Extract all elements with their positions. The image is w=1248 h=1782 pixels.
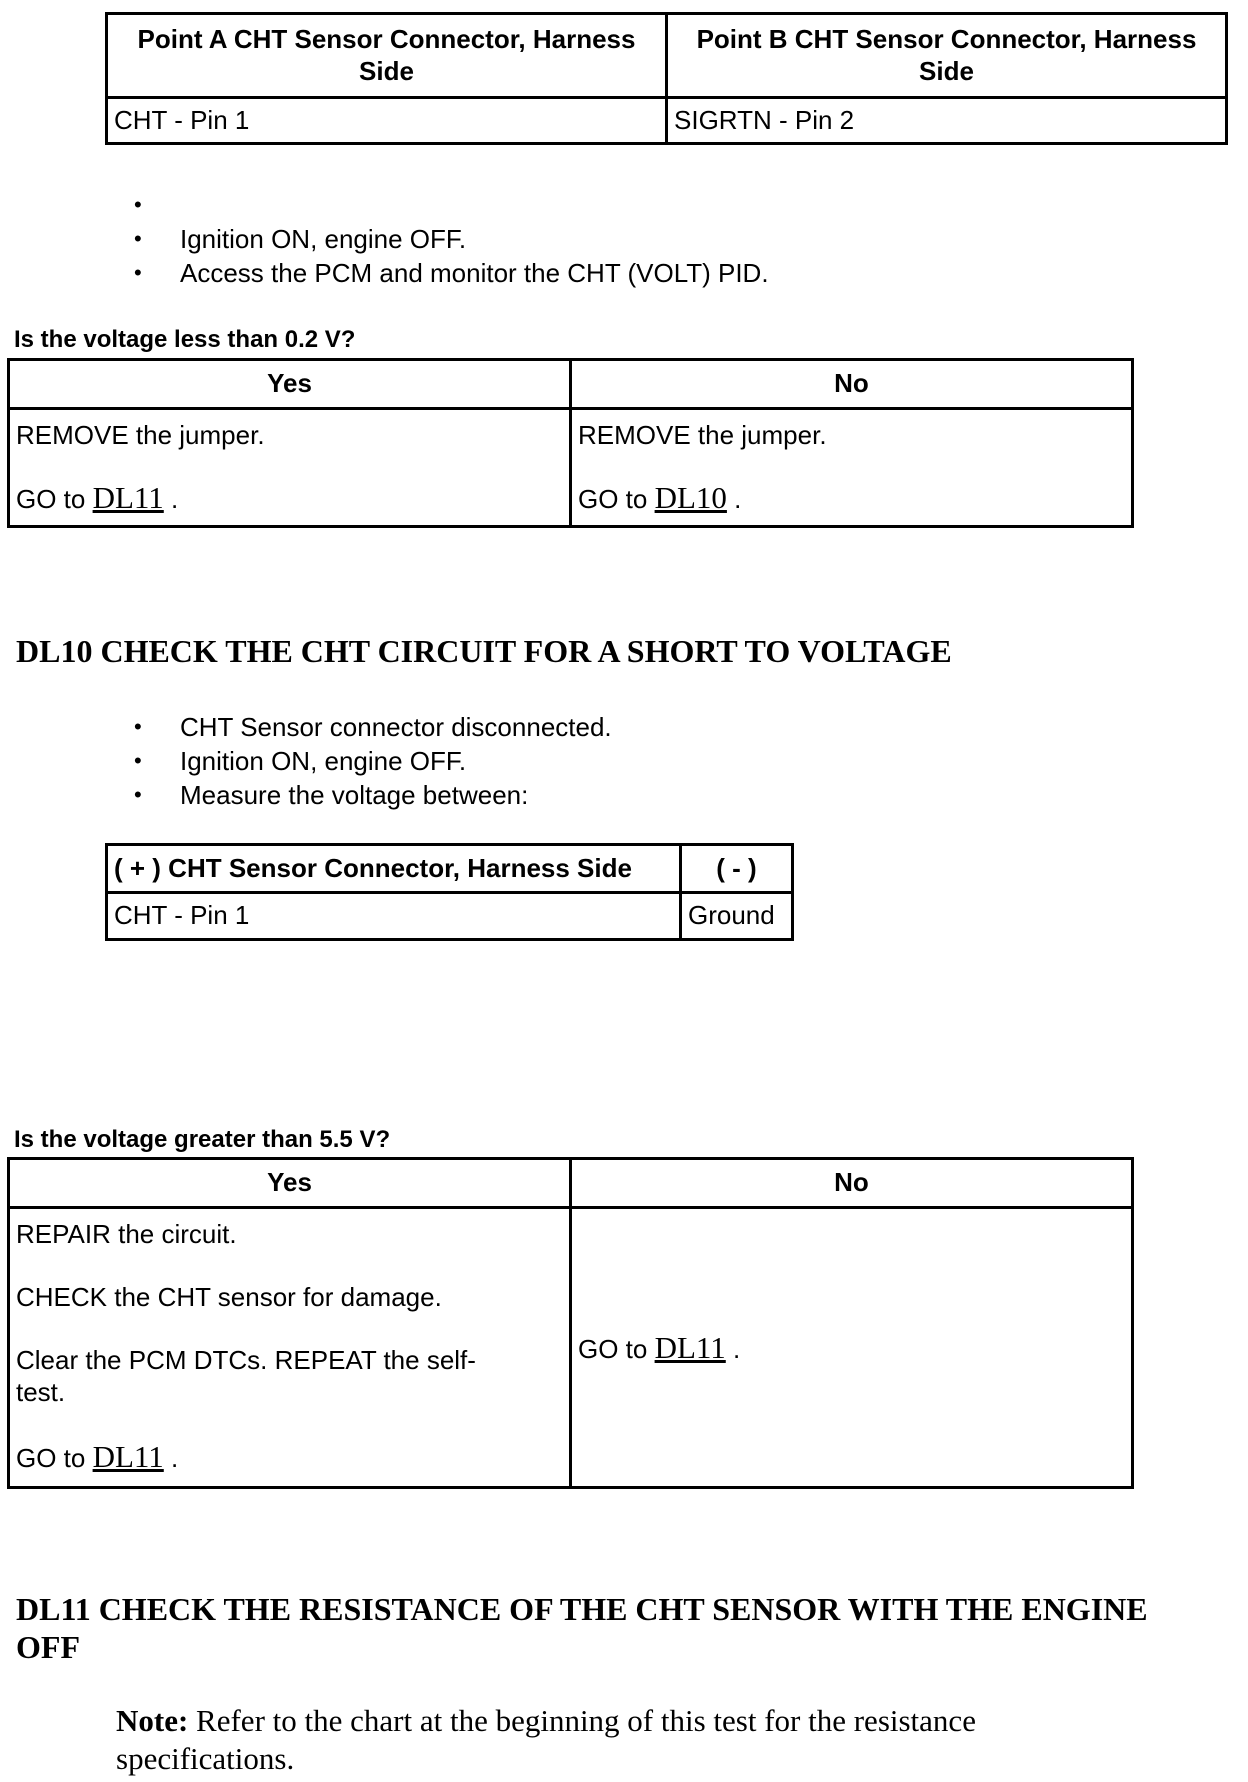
table1-cell-b: SIGRTN - Pin 2 <box>667 98 1227 144</box>
list-item: • CHT Sensor connector disconnected. <box>112 710 1012 744</box>
yes-header: Yes <box>9 1159 571 1208</box>
no-header: No <box>571 360 1133 409</box>
list-item: • Ignition ON, engine OFF. <box>112 744 1012 778</box>
no-header: No <box>571 1159 1133 1208</box>
table1-header-b: Point B CHT Sensor Connector, Harness Side <box>667 14 1227 98</box>
yes-no-table-1 <box>7 358 1134 528</box>
list-item <box>112 188 1012 222</box>
list-item: • Ignition ON, engine OFF. <box>112 222 1012 256</box>
yes-cell <box>9 409 571 527</box>
period: . <box>733 1333 741 1364</box>
note-label: Note: <box>116 1703 189 1738</box>
table2-header-plus: ( + ) CHT Sensor Connector, Harness Side <box>107 845 681 893</box>
table2-cell-plus: CHT - Pin 1 <box>107 893 681 940</box>
go-to-label: GO to <box>578 1333 648 1364</box>
period: . <box>171 1442 179 1473</box>
table2-header-minus: ( - ) <box>681 845 793 893</box>
yes-cell <box>9 1208 571 1488</box>
link-dl11[interactable]: DL11 <box>654 1329 726 1365</box>
go-to-label: GO to <box>578 484 648 515</box>
no-instruction: REMOVE the jumper. <box>578 420 827 450</box>
connector-table-2 <box>105 843 794 941</box>
yes-instruction: Clear the PCM DTCs. REPEAT the self-test. <box>16 1345 476 1407</box>
yes-no-table-2 <box>7 1157 1134 1489</box>
list-item: • Measure the voltage between: <box>112 778 1012 812</box>
yes-instruction: CHECK the CHT sensor for damage. <box>16 1282 442 1313</box>
bullet-list-1 <box>112 188 1012 290</box>
go-to-label: GO to <box>16 484 86 515</box>
yes-header: Yes <box>9 360 571 409</box>
period: . <box>734 484 742 515</box>
period: . <box>171 484 179 515</box>
table1-cell-a: CHT - Pin 1 <box>107 98 667 144</box>
heading-dl11: DL11 CHECK THE RESISTANCE OF THE CHT SENSOR WITH THE ENGINE OFF <box>16 1591 1148 1665</box>
link-dl11[interactable]: DL11 <box>92 480 164 516</box>
link-dl10[interactable]: DL10 <box>654 480 727 516</box>
note-text: Refer to the chart at the beginning of this test for the resistance specifications. <box>116 1703 976 1776</box>
no-cell <box>571 1208 1133 1488</box>
go-to-label: GO to <box>16 1442 86 1473</box>
yes-instruction: REMOVE the jumper. <box>16 420 265 450</box>
list-item: • Access the PCM and monitor the CHT (VOLT) PID. <box>112 256 1012 290</box>
yes-instruction: REPAIR the circuit. <box>16 1219 237 1249</box>
question-1: Is the voltage less than 0.2 V? <box>14 326 356 353</box>
table1-header-a: Point A CHT Sensor Connector, Harness Side <box>107 14 667 98</box>
heading-dl10: DL10 CHECK THE CHT CIRCUIT FOR A SHORT TO VOLTAGE <box>16 633 952 669</box>
table2-cell-minus: Ground <box>681 893 793 940</box>
bullet-list-2 <box>112 710 1012 812</box>
question-2: Is the voltage greater than 5.5 V? <box>14 1126 391 1153</box>
no-cell <box>571 409 1133 527</box>
connector-table-1 <box>105 12 1228 145</box>
link-dl11[interactable]: DL11 <box>92 1438 164 1474</box>
note-block <box>116 1702 1116 1778</box>
